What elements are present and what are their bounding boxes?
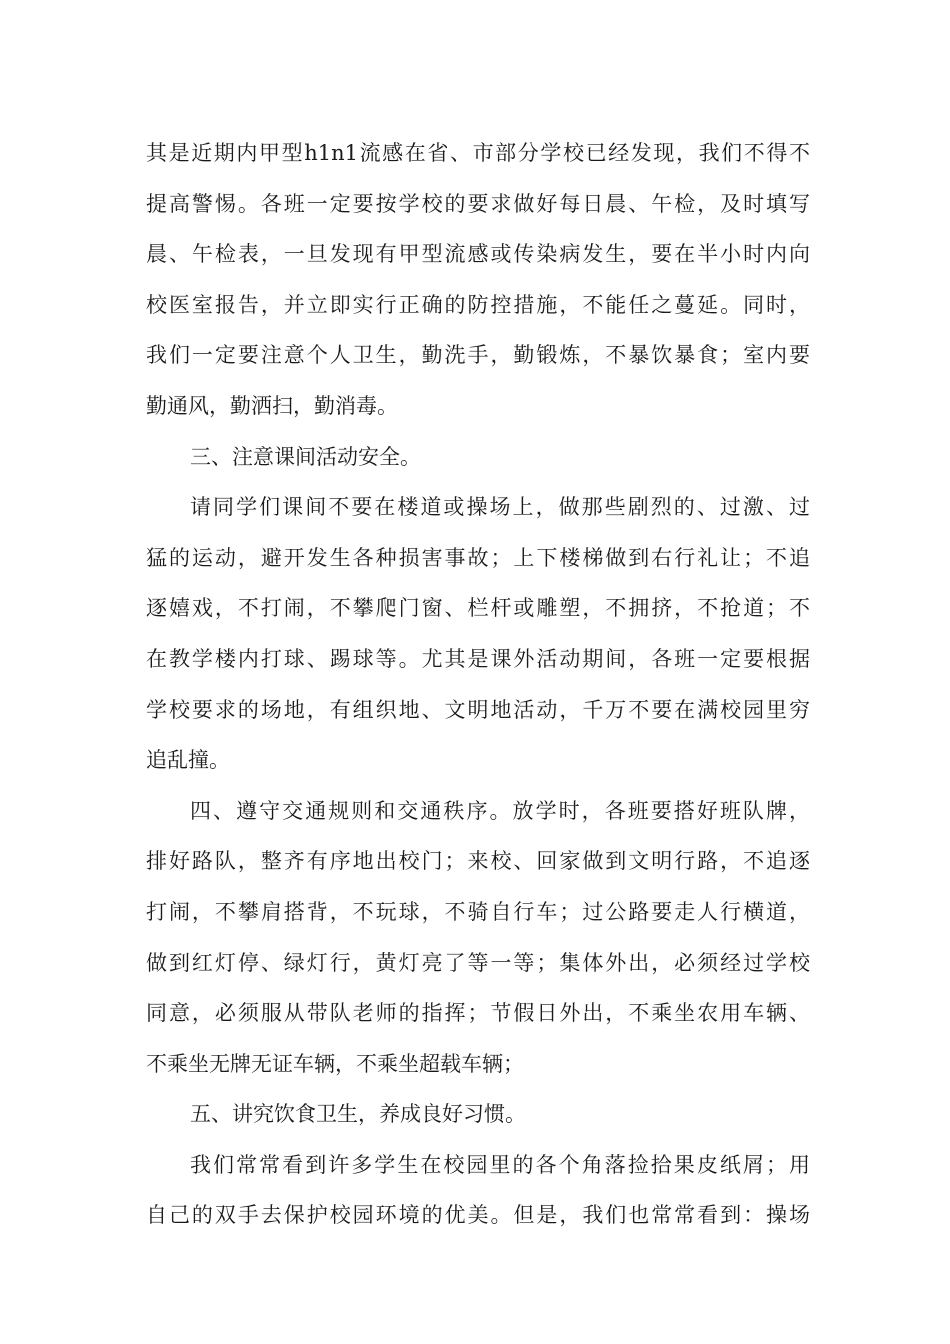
- text-line: 同意，必须服从带队老师的指挥；节假日外出，不乘坐农用车辆、: [146, 1001, 810, 1026]
- text-line: 四、遵守交通规则和交通秩序。放学时，各班要搭好班队牌，: [190, 798, 810, 823]
- text-line: 晨、午检表，一旦发现有甲型流感或传染病发生，要在半小时内向: [146, 242, 810, 267]
- text-line: 提高警惕。各班一定要按学校的要求做好每日晨、午检，及时填写: [146, 191, 810, 216]
- text-line: 其是近期内甲型h1n1流感在省、市部分学校已经发现，我们不得不: [146, 141, 810, 165]
- text-line: 打闹，不攀肩搭背，不玩球，不骑自行车；过公路要走人行横道，: [146, 899, 810, 924]
- text-line: 逐嬉戏，不打闹，不攀爬门窗、栏杆或雕塑，不拥挤，不抢道；不: [146, 596, 810, 621]
- text-line: 不乘坐无牌无证车辆，不乘坐超载车辆；: [146, 1051, 524, 1076]
- text-line: 三、注意课间活动安全。: [190, 444, 421, 469]
- text-line: 猛的运动，避开发生各种损害事故；上下楼梯做到右行礼让；不追: [146, 545, 810, 570]
- text-line: 五、讲究饮食卫生，养成良好习惯。: [190, 1102, 526, 1127]
- text-line: 追乱撞。: [146, 748, 230, 773]
- text-line: 我们常常看到许多学生在校园里的各个角落捡拾果皮纸屑；用: [190, 1152, 810, 1177]
- document-body: [146, 128, 810, 1241]
- text-line: 排好路队，整齐有序地出校门；来校、回家做到文明行路，不追逐: [146, 849, 810, 874]
- text-line: 请同学们课间不要在楼道或操场上，做那些剧烈的、过激、过: [190, 495, 810, 520]
- text-line: 做到红灯停、绿灯行，黄灯亮了等一等；集体外出，必须经过学校: [146, 950, 810, 975]
- text-line: 在教学楼内打球、踢球等。尤其是课外活动期间，各班一定要根据: [146, 646, 810, 671]
- text-line: 学校要求的场地，有组织地、文明地活动，千万不要在满校园里穷: [146, 697, 810, 722]
- text-line: 自己的双手去保护校园环境的优美。但是，我们也常常看到：操场: [146, 1203, 810, 1228]
- text-line: 校医室报告，并立即实行正确的防控措施，不能任之蔓延。同时，: [146, 292, 810, 317]
- text-line: 我们一定要注意个人卫生，勤洗手，勤锻炼，不暴饮暴食；室内要: [146, 343, 810, 368]
- text-line: 勤通风，勤洒扫，勤消毒。: [146, 393, 398, 418]
